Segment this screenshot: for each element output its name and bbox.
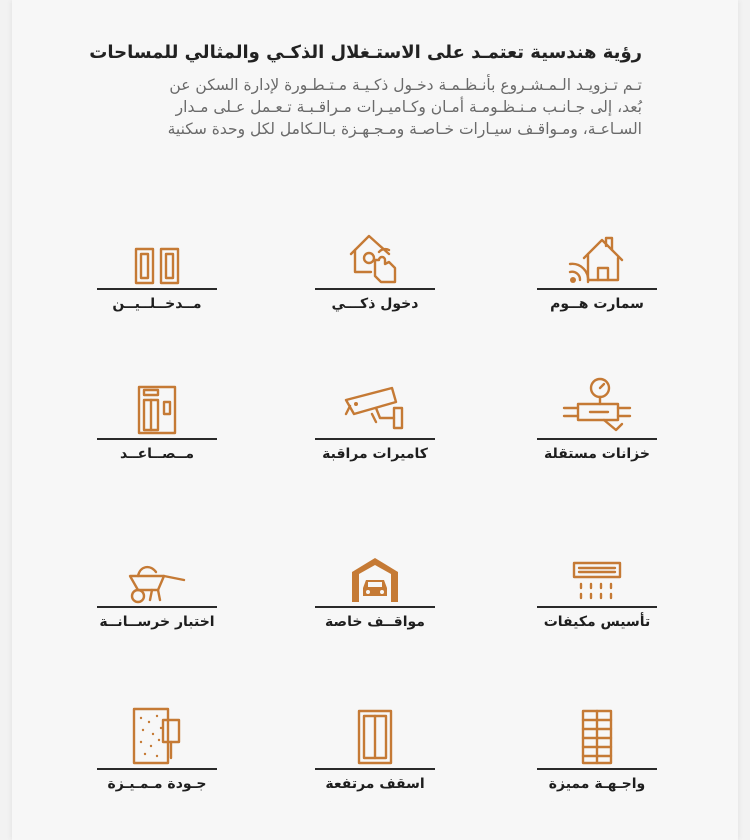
double-door-icon [133,246,181,286]
feature-air-conditioner [537,528,657,638]
feature-label: خزانات مستقلة [544,446,650,462]
feature-label: دخول ذكـــي [331,296,419,312]
smart-entry-icon [345,230,405,286]
feature-facade [537,690,657,800]
feature-label: اسقف مرتفعة [325,776,425,792]
divider [315,768,435,770]
divider [537,438,657,440]
water-tank-icon [560,374,634,436]
feature-smart-entry [315,210,435,320]
feature-concrete-test [97,528,217,638]
feature-label: مــدخــلــيــن [112,296,202,312]
feature-double-door [97,210,217,320]
security-camera-icon [342,384,408,436]
divider [315,438,435,440]
feature-water-tank [537,360,657,470]
feature-label: مــصــاعــد [119,446,195,462]
feature-elevator [97,360,217,470]
divider [537,768,657,770]
divider [537,606,657,608]
feature-quality [97,690,217,800]
intro-line: بُعد، إلى جـانـب مـنـظـومـة أمـان وكـاميـرات مـراقـبـة تـعـمل عـلى مـدار [175,98,642,116]
feature-label: جـودة مـمـيـزة [107,776,207,792]
quality-finish-icon [131,706,183,766]
feature-label: مواقــف خاصة [325,614,425,630]
private-parking-icon [350,556,400,604]
concrete-wheelbarrow-icon [126,560,188,604]
divider [97,288,217,290]
feature-label: كاميرات مراقبة [322,446,428,462]
feature-high-ceiling [315,690,435,800]
divider [97,606,217,608]
high-ceiling-icon [356,708,394,766]
elevator-icon [136,384,178,436]
feature-security-camera [315,360,435,470]
divider [97,768,217,770]
feature-private-parking [315,528,435,638]
feature-label: تأسيس مكيفات [543,614,651,630]
feature-label: سمارت هــوم [550,296,644,312]
page-title: رؤية هندسية تعتمـد على الاستـغلال الذكـي والمثالي للمساحات [89,42,642,63]
intro-line: السـاعـة، ومـواقـف سيـارات خـاصـة ومـجـهـزة بـالـكامل لكل وحدة سكنية [167,120,642,138]
divider [315,606,435,608]
facade-icon [580,708,614,766]
intro-paragraph [42,74,642,140]
divider [315,288,435,290]
air-conditioner-icon [571,560,623,604]
smart-home-icon [566,230,628,286]
feature-label: واجـهـة مميزة [548,776,646,792]
feature-label: اختبار خرســانــة [99,614,215,630]
divider [97,438,217,440]
divider [537,288,657,290]
feature-smart-home [537,210,657,320]
intro-line: تـم تـزويـد الـمـشـروع بأنـظـمـة دخـول ذكـيـة مـتـطـورة لإدارة السكن عن [169,76,642,94]
